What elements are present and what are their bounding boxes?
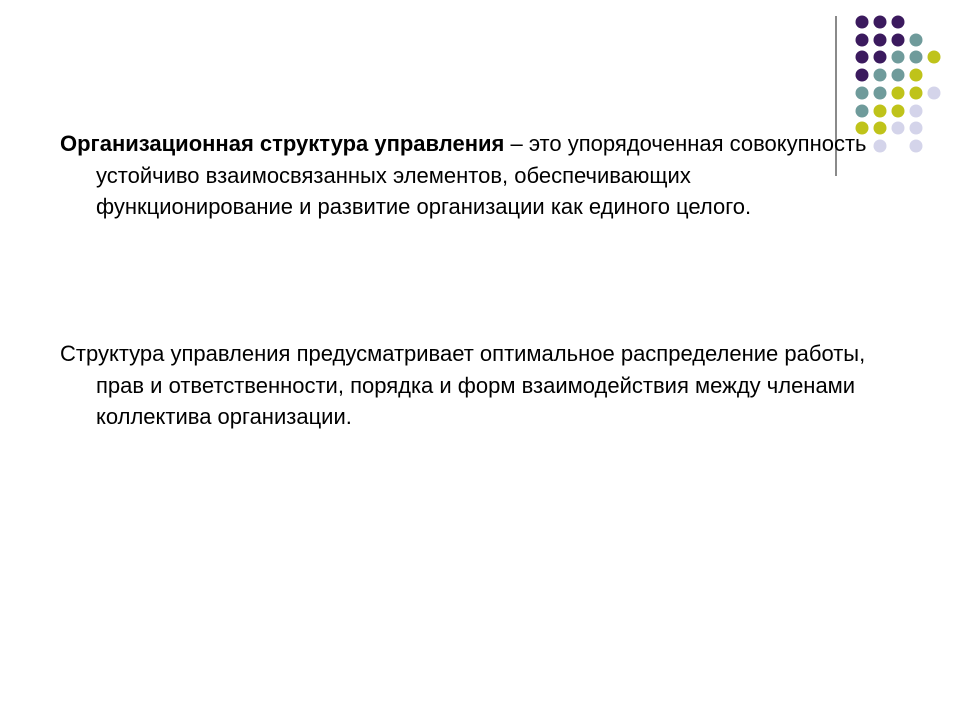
structure-text: Структура управления предусматривает оптимальное распределение работы, прав и ответственности, порядка и форм взаимодействия между членами коллектива организации. [60, 341, 866, 429]
decor-dot [856, 105, 869, 118]
decor-dot [874, 87, 887, 100]
definition-term: Организационная структура управления [60, 131, 505, 156]
decor-dot [892, 69, 905, 82]
decor-dot [874, 16, 887, 29]
decor-dot [910, 69, 923, 82]
decor-dot [928, 51, 941, 64]
decor-dot [856, 16, 869, 29]
decor-dot [874, 51, 887, 64]
decor-dot [856, 69, 869, 82]
decor-dot [892, 34, 905, 47]
definition-paragraph [60, 128, 886, 223]
structure-paragraph [60, 338, 886, 433]
definition-text: – это упорядоченная совокупность устойчиво взаимосвязанных элементов, обеспечивающих функционирование и развитие организации как единого целого. [96, 131, 867, 219]
decor-dot [892, 105, 905, 118]
decor-dot [910, 34, 923, 47]
decor-dot [910, 51, 923, 64]
decor-dot [856, 87, 869, 100]
decor-dot [910, 105, 923, 118]
decor-dot [874, 34, 887, 47]
decor-dot [892, 122, 905, 135]
decor-dot [892, 87, 905, 100]
decor-dot [892, 51, 905, 64]
decor-dot [874, 105, 887, 118]
decor-dot [910, 87, 923, 100]
decor-dot [928, 87, 941, 100]
decor-dot [910, 140, 923, 153]
decor-dot [856, 51, 869, 64]
decor-dot [856, 34, 869, 47]
decor-dot [874, 69, 887, 82]
decor-dot [910, 122, 923, 135]
decor-dot [892, 16, 905, 29]
